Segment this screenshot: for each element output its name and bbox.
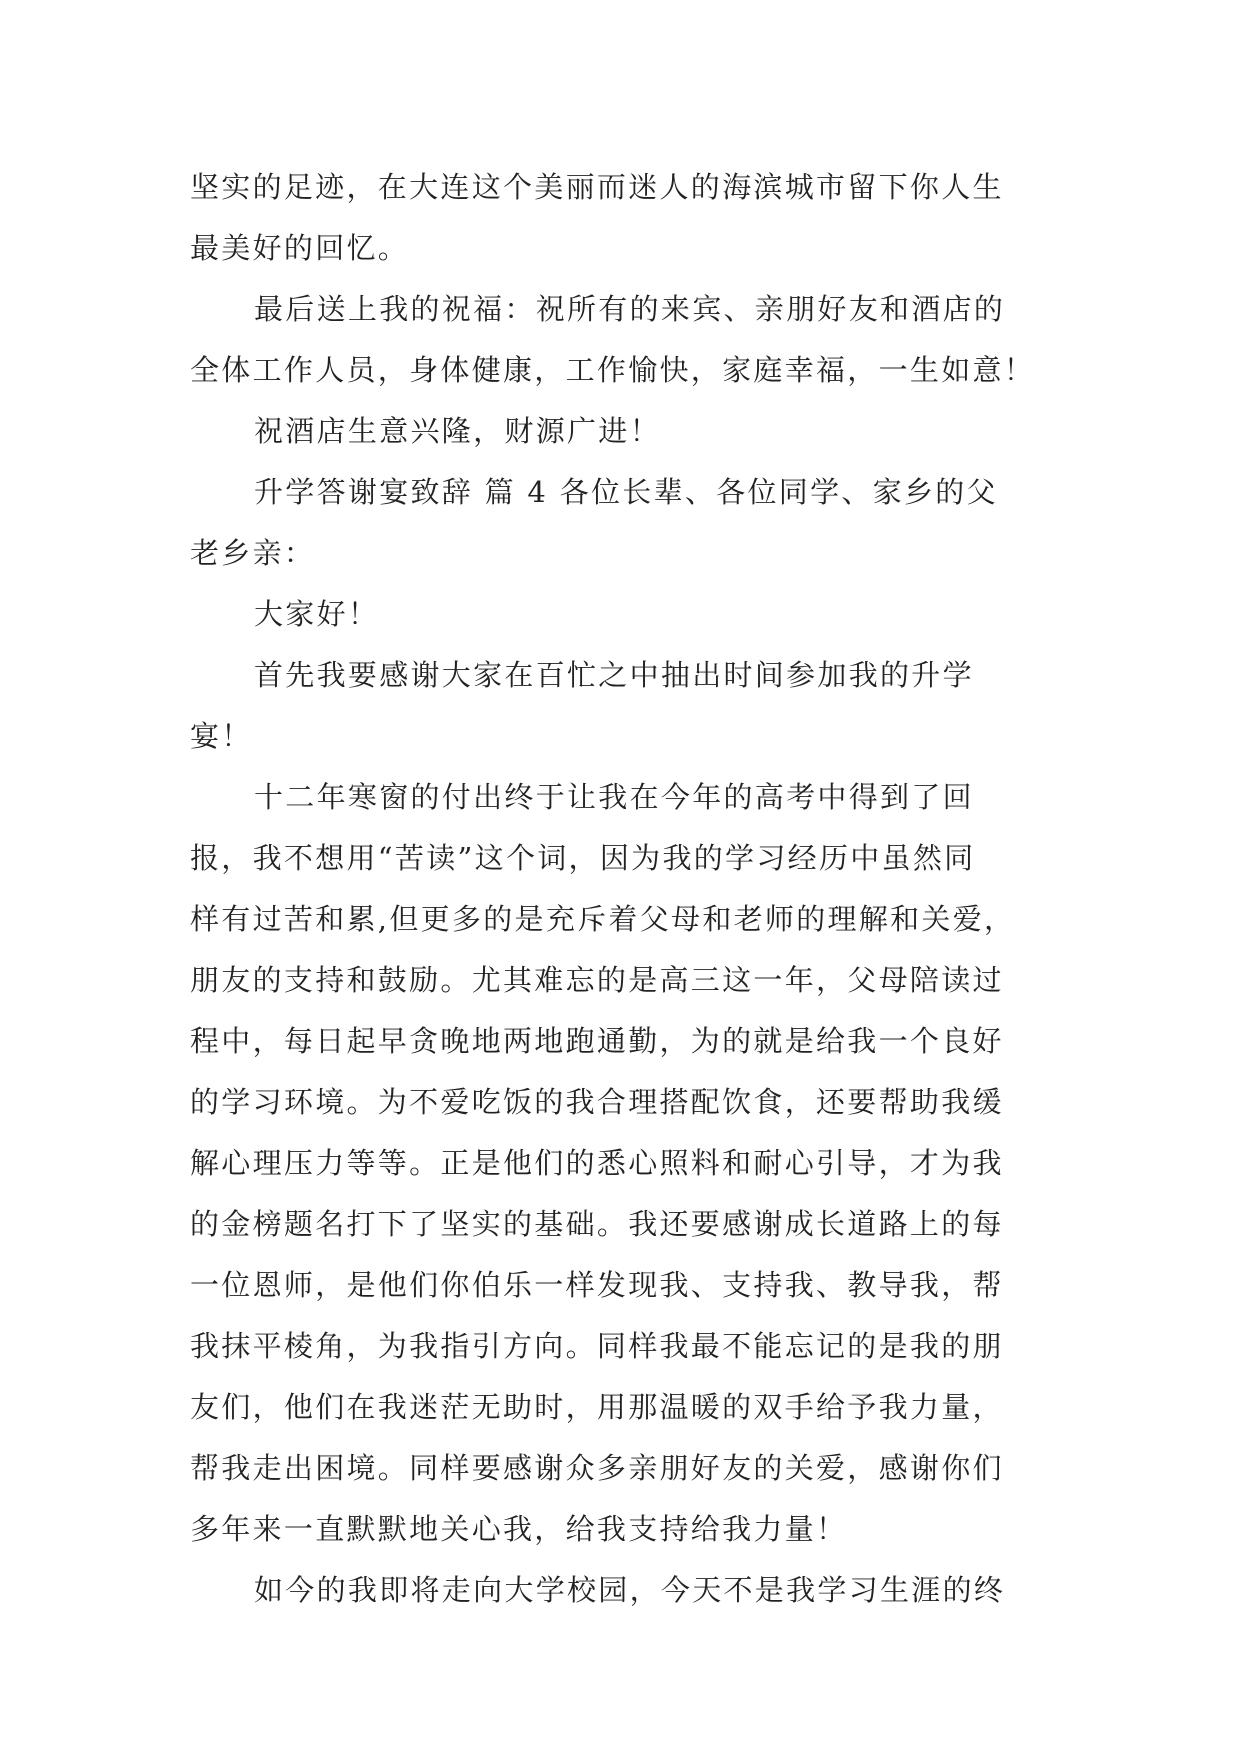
- text-line: 帮我走出困境。同样要感谢众多亲朋好友的关爱，感谢你们: [190, 1451, 1004, 1485]
- text-line: 老乡亲：: [190, 536, 316, 570]
- text-line: 的金榜题名打下了坚实的基础。我还要感谢成长道路上的每: [190, 1207, 1004, 1241]
- text-line: 友们，他们在我迷茫无助时，用那温暖的双手给予我力量，: [190, 1390, 1004, 1424]
- text-line: 样有过苦和累,但更多的是充斥着父母和老师的理解和关爱，: [190, 902, 1016, 936]
- text-line: 解心理压力等等。正是他们的悉心照料和耐心引导，才为我: [190, 1146, 1004, 1180]
- text-line: 首先我要感谢大家在百忙之中抽出时间参加我的升学: [254, 658, 974, 692]
- text-line: 十二年寒窗的付出终于让我在今年的高考中得到了回: [254, 780, 974, 814]
- text-line: 如今的我即将走向大学校园，今天不是我学习生涯的终: [254, 1573, 1006, 1607]
- text-line: 一位恩师，是他们你伯乐一样发现我、支持我、教导我，帮: [190, 1268, 1004, 1302]
- text-line: 我抹平棱角，为我指引方向。同样我最不能忘记的是我的朋: [190, 1329, 1004, 1363]
- text-line: 程中，每日起早贪晚地两地跑通勤，为的就是给我一个良好: [190, 1024, 1004, 1058]
- text-line: 朋友的支持和鼓励。尤其难忘的是高三这一年，父母陪读过: [190, 963, 1004, 997]
- text-line: 最后送上我的祝福：祝所有的来宾、亲朋好友和酒店的: [254, 292, 1006, 326]
- text-line: 坚实的足迹，在大连这个美丽而迷人的海滨城市留下你人生: [190, 170, 1004, 204]
- text-line: 大家好！: [254, 597, 380, 631]
- text-line: 的学习环境。为不爱吃饭的我合理搭配饮食，还要帮助我缓: [190, 1085, 1004, 1119]
- document-body: [190, 157, 1050, 1621]
- text-line: 报，我不想用“苦读”这个词，因为我的学习经历中虽然同: [190, 841, 976, 875]
- text-line: 最美好的回忆。: [190, 231, 410, 265]
- text-line: 祝酒店生意兴隆，财源广进！: [254, 414, 661, 448]
- text-line: 多年来一直默默地关心我，给我支持给我力量！: [190, 1512, 848, 1546]
- text-line: 升学答谢宴致辞 篇 4 各位长辈、各位同学、家乡的父: [254, 475, 998, 509]
- text-line: 全体工作人员，身体健康，工作愉快，家庭幸福，一生如意！: [190, 353, 1036, 387]
- text-line: 宴！: [190, 719, 253, 753]
